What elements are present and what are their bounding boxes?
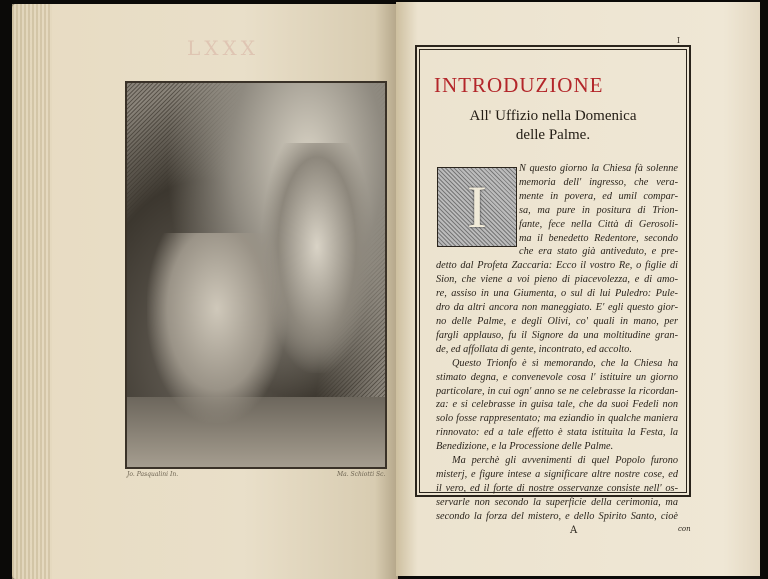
text-line: memoria dell' ingresso, che vera- [519,176,678,188]
left-page [12,4,398,579]
text-line: sa, ma pure in positura di Trion- [519,204,678,216]
engraving-credit-right: Ma. Schiotti Sc. [337,471,386,478]
engraving-agony-in-the-garden [125,81,387,469]
text-line: il vero, ed il forte di nostre osservanze consiste nell' os- [436,482,678,494]
text-line: Questo Trionfo è sì memorando, che la Chiesa ha [452,357,678,369]
text-line: de, ed affollata di gente, incontrato, ed accolto. [436,343,632,355]
text-line: no delle Palme, e degli Olivi, co' quali in mano, per [436,315,678,327]
signature-mark: A [570,525,578,536]
text-line: dro da altri ancora non maneggiato. E' egli questo gior- [436,302,678,314]
subtitle-line-1: All' Uffizio nella Domenica [469,108,637,124]
text-line: servarle non secondo la superficie della cerimonia, ma [436,496,678,508]
christ-figure [147,233,287,423]
right-page [396,2,760,576]
engraving-credit-left: Jo. Pasqualini In. [127,471,179,478]
page-edges [12,4,52,579]
text-line: che era stato già antiveduto, e pre- [519,246,678,258]
text-line: fargli applauso, fu il Signore da una moltitudine gran- [436,329,678,341]
text-line: Sion, che viene a voi pieno di piacevolezza, e di amo- [436,274,678,286]
subtitle-line-2: delle Palme. [515,127,591,143]
text-line: N questo giorno la Chiesa fà solenne [519,163,678,174]
text-frame [415,36,691,536]
catchword: con [678,525,691,533]
text-line: stimato degna, e convenevole cosa l' istituire un giorno [436,371,678,383]
text-line: za: e si celebrasse in guisa tale, che da suoi Fedeli non [436,399,678,411]
text-line: re, assiso in una Giumenta, o sul di lui Puledro: Pule- [436,288,678,300]
text-line: misterj, e figure intese a significare altre nostre cose, ed [436,468,678,480]
body-text [436,162,678,524]
text-line: particolare, in cui ogn' anno se ne celebrasse la ricordan- [436,385,678,397]
text-line: solo fosse rappresentato; ma eziandio in qualche maniera [436,413,678,425]
text-line: Benedizione, e la Processione delle Palme. [436,441,614,453]
text-line: rinnovato: ed a tale effetto è stata istituita la Festa, la [436,427,678,439]
text-line: ma il benedetto Redentore, secondo [519,232,678,244]
decorated-initial: I [437,167,517,247]
text-line: detto dal Profeta Zaccaria: Ecco il vostro Re, o figlie di [436,260,678,272]
page-number: I [676,36,680,45]
text-line: secondo la forza del mistero, e dello Spirito Santo, cioè [436,510,678,522]
chapter-title: INTRODUZIONE [434,73,604,97]
text-line: mente in povera, ed umil compar- [519,190,678,202]
text-line: Ma perchè gli avvenimenti di quel Popolo furono [452,455,678,467]
show-through-running-head: LXXX [187,36,259,60]
text-line: fante, fece nella Città di Gerosoli- [519,218,678,230]
